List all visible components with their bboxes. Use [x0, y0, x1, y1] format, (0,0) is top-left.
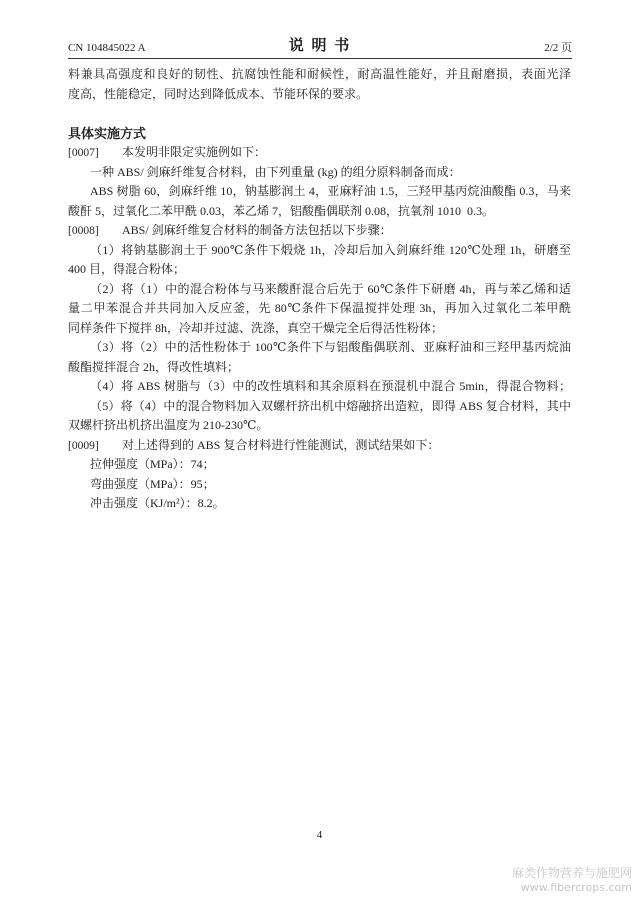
blank-line [68, 104, 571, 124]
description-body [68, 65, 571, 514]
result-tensile-strength: 拉伸强度（MPa）：74； [90, 457, 215, 471]
step-5-line: （5）将（4）中的混合物料加入双螺杆挤出机中熔融挤出造粒，即得 ABS 复合材料，其中 [90, 398, 571, 413]
publication-number: CN 104845022 A [68, 42, 146, 54]
body-line: 一种 ABS/ 剑麻纤维复合材料，由下列重量 (kg) 的组分原料制备而成： [90, 164, 461, 179]
body-line: 酸酐 5，过氧化二苯甲酰 0.03，苯乙烯 7，铝酸酯偶联剂 0.08，抗氧剂 1010 0.3。 [68, 203, 495, 218]
document-title: 说 明 书 [288, 38, 352, 54]
paragraph-0009-line [68, 436, 571, 456]
step-1-line: （1）将钠基膨润土于 900℃条件下煅烧 1h，冷却后加入剑麻纤维 120℃处理 1h，研磨至 [90, 242, 571, 257]
page-info: 2/2 页 [544, 42, 572, 54]
paragraph-number: [0009] [68, 439, 99, 452]
body-line: 双螺杆挤出机挤出温度为 210-230℃。 [68, 418, 269, 432]
step-4-line: （4）将 ABS 树脂与（3）中的改性填料和其余原料在预混机中混合 5min，得混合物料； [90, 379, 571, 393]
body-line: 同样条件下搅拌 8h，冷却并过滤、洗涤，真空干燥完全后得活性粉体； [68, 320, 444, 335]
result-flexural-strength: 弯曲强度（MPa）：95； [90, 476, 215, 491]
paragraph-number: [0007] [68, 147, 99, 159]
body-text: ABS/ 剑麻纤维复合材料的制备方法包括以下步骤： [122, 223, 392, 237]
body-line: 量二甲苯混合并共同加入反应釜，先 80℃条件下保温搅拌处理 3h，再加入过氧化二苯甲酰 [68, 301, 571, 315]
result-impact-strength: 冲击强度（KJ/m²）：8.2。 [90, 496, 225, 510]
body-line: ABS 树脂 60，剑麻纤维 10，钠基膨润土 4，亚麻籽油 1.5，三羟甲基丙烷油酸酯 0.3，马来 [90, 184, 571, 198]
body-line: 料兼具高强度和良好的韧性、抗腐蚀性能和耐候性，耐高温性能好，并且耐磨损，表面光泽 [68, 67, 571, 81]
body-line: 酸酯搅拌混合 2h，得改性填料； [68, 359, 240, 374]
step-3-line: （3）将（2）中的活性粉体于 100℃条件下与铝酸酯偶联剂、亚麻籽油和三羟甲基丙烷油 [90, 340, 571, 354]
body-line: 400 目，得混合粉体； [68, 262, 186, 276]
step-2-line: （2）将（1）中的混合粉体与马来酸酐混合后先于 60℃条件下研磨 4h，再与苯乙烯和适 [90, 281, 571, 296]
body-text: 对上述得到的 ABS 复合材料进行性能测试，测试结果如下： [122, 437, 440, 452]
section-heading: 具体实施方式 [68, 125, 147, 141]
watermark [512, 866, 632, 895]
paragraph-0007-line [68, 143, 571, 163]
page-number: 4 [316, 829, 323, 841]
paragraph-0008-line [68, 221, 571, 241]
body-line: 度高，性能稳定，同时达到降低成本、节能环保的要求。 [68, 86, 369, 101]
watermark-site-name: 麻类作物营养与施肥网 [511, 866, 632, 880]
paragraph-number: [0008] [68, 225, 99, 237]
body-text: 本发明非限定实施例如下： [122, 145, 267, 159]
page-header [68, 36, 572, 59]
watermark-url: www.fibercrops.com [520, 881, 632, 894]
